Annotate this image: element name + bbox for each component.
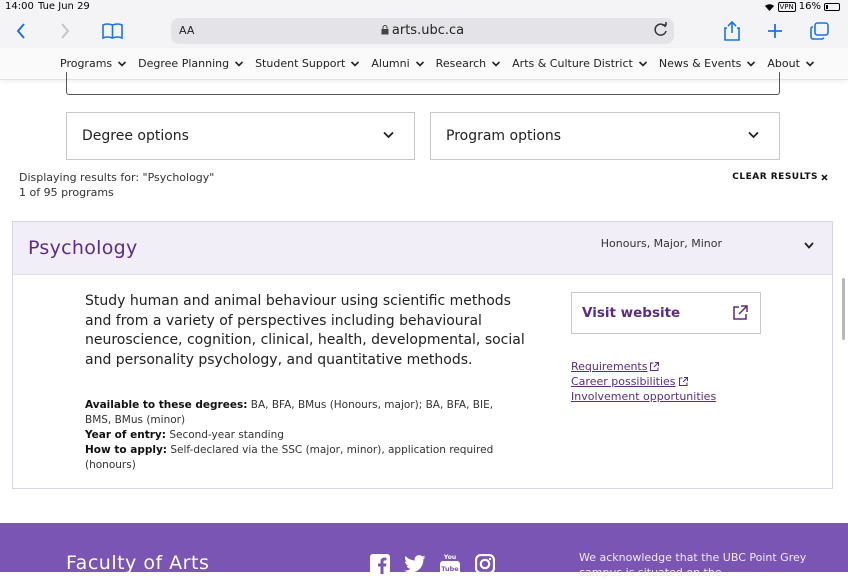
entry-value: Second-year standing: [169, 429, 284, 441]
battery-icon: [824, 3, 840, 11]
apply-label: How to apply:: [85, 444, 168, 456]
url-text: arts.ubc.ca: [391, 23, 465, 38]
chevron-down-icon: [806, 60, 814, 68]
program-options-label: Program options: [446, 128, 562, 144]
involvement-opportunities-link[interactable]: [571, 389, 716, 404]
program-details: [85, 398, 515, 473]
chevron-down-icon: [639, 60, 647, 68]
nav-item-alumni[interactable]: [371, 57, 423, 70]
tabs-icon: [810, 22, 829, 40]
share-icon: [724, 21, 740, 41]
external-link-icon: [679, 377, 688, 386]
entry-label: Year of entry:: [85, 429, 166, 441]
status-bar: [0, 0, 848, 14]
nav-item-programs[interactable]: [60, 57, 126, 70]
reload-button[interactable]: [654, 22, 668, 41]
chevron-down-icon: [748, 131, 759, 139]
degrees-label: Available to these degrees:: [85, 399, 248, 411]
results-count: 1 of 95 programs: [19, 186, 114, 199]
share-button[interactable]: [722, 18, 742, 44]
program-card: [12, 221, 833, 489]
external-link-icon: [733, 305, 748, 320]
program-card-header[interactable]: [13, 222, 832, 275]
chevron-down-icon: [804, 242, 814, 249]
results-query: Displaying results for: "Psychology": [19, 171, 215, 184]
vpn-badge: VPN: [779, 2, 794, 11]
program-title: Psychology: [28, 237, 138, 259]
entry-row: [85, 428, 515, 443]
clear-results-button[interactable]: [732, 172, 828, 182]
status-time: 14:00: [5, 1, 34, 12]
nav-item-label: About: [767, 57, 800, 70]
footer-title: Faculty of Arts: [66, 552, 210, 574]
nav-item-about[interactable]: [767, 57, 814, 70]
land-acknowledgement: We acknowledge that the UBC Point Grey campus is situated on the: [579, 551, 807, 579]
degrees-row: [85, 398, 515, 428]
nav-item-label: Research: [435, 57, 487, 70]
nav-item-label: Programs: [60, 57, 113, 70]
plus-icon: [767, 23, 783, 39]
degree-options-label: Degree options: [82, 128, 189, 144]
browser-toolbar: [0, 14, 848, 48]
text-size-button[interactable]: AA: [179, 24, 195, 37]
program-types: Honours, Major, Minor: [600, 237, 722, 250]
wifi-icon: [764, 3, 775, 11]
battery-percent: 16%: [798, 1, 821, 12]
involvement-link-label: Involvement opportunities: [571, 390, 717, 403]
chevron-right-icon: [60, 23, 70, 39]
external-link-icon: [650, 362, 659, 371]
chevron-left-icon: [16, 23, 26, 39]
nav-item-degree-planning[interactable]: [138, 57, 243, 70]
nav-item-student-support[interactable]: [255, 57, 359, 70]
search-box[interactable]: [66, 72, 780, 95]
results-summary: [19, 170, 214, 200]
status-date: Tue Jun 29: [38, 1, 90, 12]
book-icon: [102, 23, 123, 39]
program-links: [571, 359, 716, 404]
nav-item-label: Degree Planning: [138, 57, 230, 70]
requirements-link-label: Requirements: [571, 360, 648, 373]
address-bar[interactable]: [171, 18, 674, 44]
status-indicators: [764, 1, 840, 12]
nav-item-label: Alumni: [371, 57, 410, 70]
new-tab-button[interactable]: [766, 18, 784, 44]
degree-options-select[interactable]: [66, 112, 415, 160]
site-footer: [0, 523, 848, 579]
back-button[interactable]: [12, 18, 30, 44]
scroll-indicator[interactable]: [842, 278, 845, 340]
tabs-button[interactable]: [808, 18, 830, 44]
apply-row: [85, 443, 515, 473]
chevron-down-icon: [118, 60, 126, 68]
nav-item-news-events[interactable]: [659, 57, 756, 70]
requirements-link[interactable]: [571, 359, 716, 374]
chevron-down-icon: [383, 131, 394, 139]
nav-item-label: Arts & Culture District: [512, 57, 633, 70]
reload-icon: [654, 22, 668, 37]
visit-website-label: Visit website: [582, 305, 681, 321]
bookmarks-button[interactable]: [100, 18, 124, 44]
program-options-select[interactable]: [430, 112, 780, 160]
nav-item-research[interactable]: [436, 57, 500, 70]
chevron-down-icon: [492, 60, 500, 68]
svg-text:Tube: Tube: [441, 565, 459, 573]
forward-button[interactable]: [56, 18, 74, 44]
chevron-down-icon: [351, 60, 359, 68]
program-description: Study human and animal behaviour using scientific methods and from a variety of perspectives including behavioural neuroscience, cognition, clinical, health, developmental, social and personality psychology, and quantitative methods.: [85, 293, 525, 368]
apply-value: Self-declared via the SSC (major, minor), application required (honours): [85, 444, 494, 471]
url-display[interactable]: [171, 23, 674, 38]
svg-text:You: You: [443, 554, 457, 561]
nav-item-label: News & Events: [658, 57, 742, 70]
career-link-label: Career possibilities: [571, 375, 676, 388]
chevron-down-icon: [235, 60, 243, 68]
chevron-down-icon: [747, 60, 755, 68]
nav-item-label: Student Support: [255, 57, 346, 70]
career-possibilities-link[interactable]: [571, 374, 716, 389]
chevron-down-icon: [416, 60, 424, 68]
lock-icon: [381, 25, 389, 35]
degrees-value: BA, BFA, BMus (Honours, major); BA, BFA, BIE, BMS, BMus (minor): [85, 399, 494, 426]
clear-results-label: CLEAR RESULTS: [732, 172, 818, 182]
close-icon: [821, 174, 828, 181]
nav-item-arts-culture-district[interactable]: [512, 57, 647, 70]
visit-website-button[interactable]: [571, 292, 761, 334]
